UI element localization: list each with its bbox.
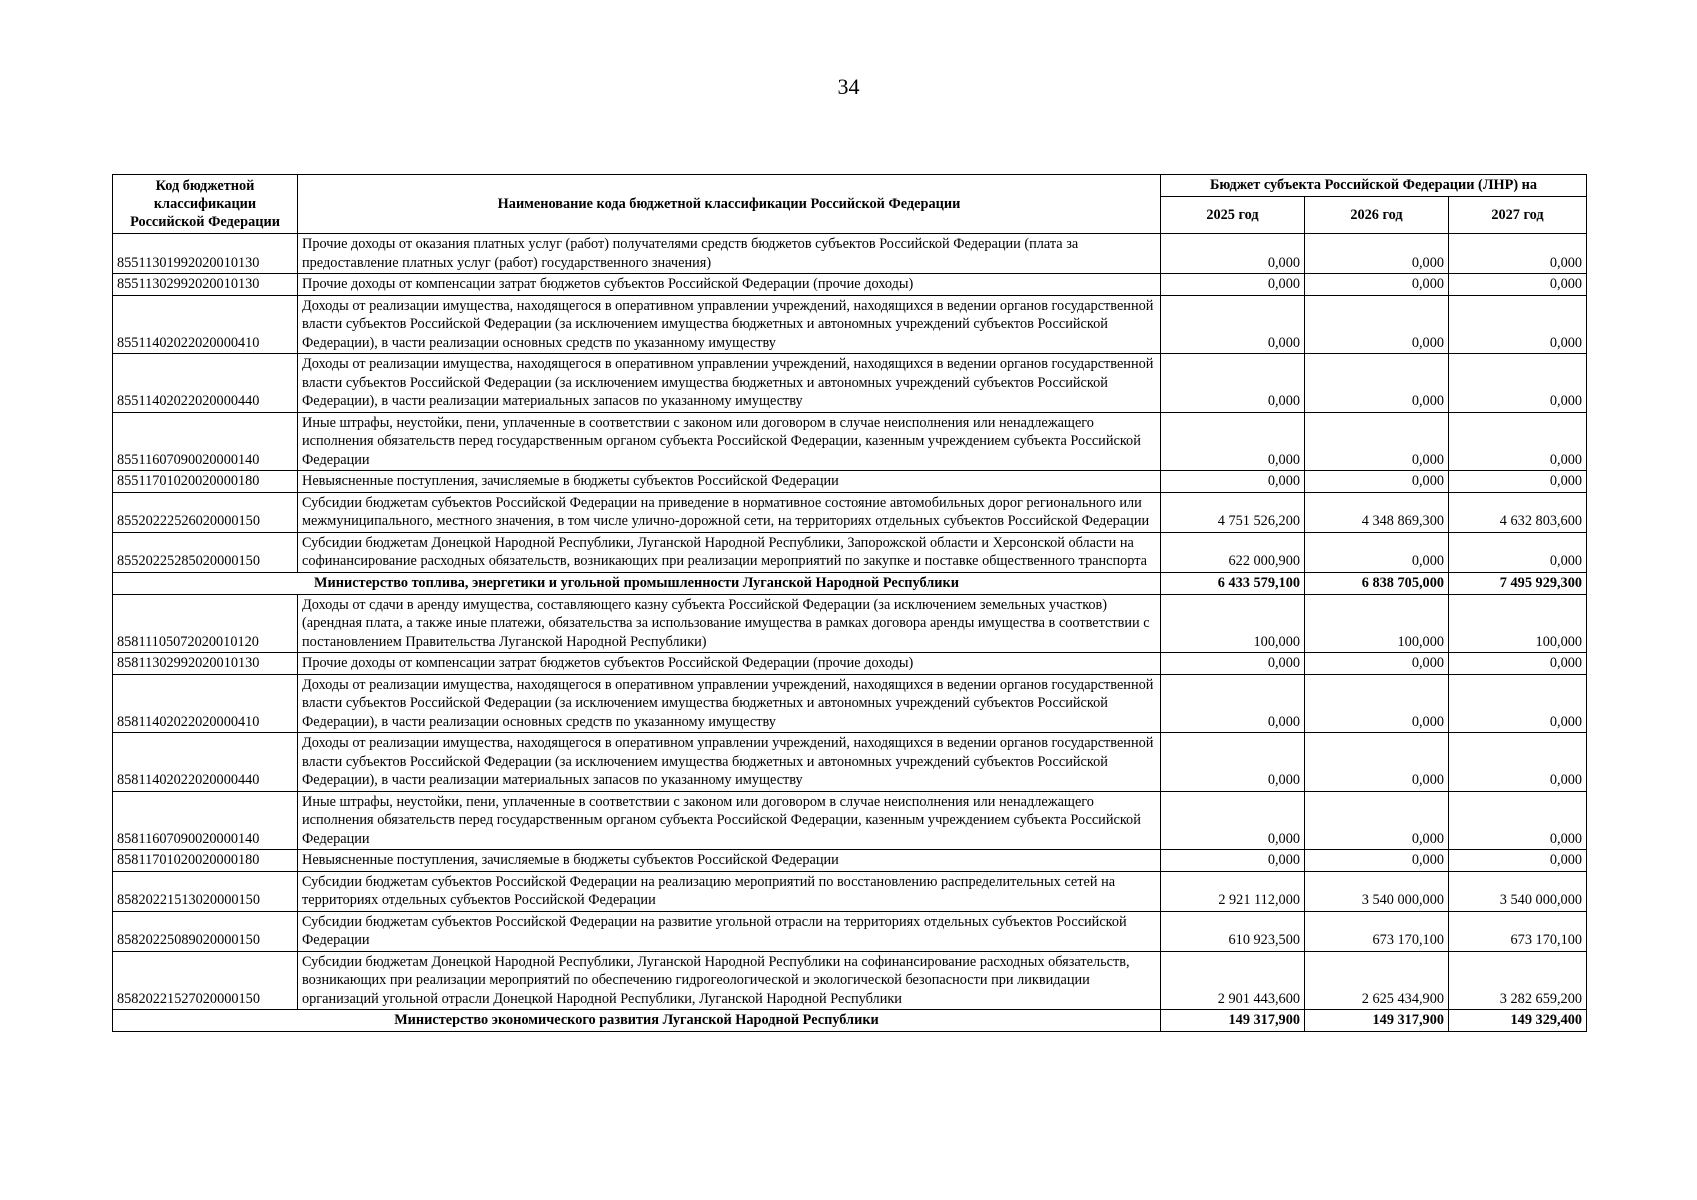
table-row bbox=[113, 492, 1587, 532]
cell-2027: 4 632 803,600 bbox=[1449, 492, 1587, 532]
cell-2027: 0,000 bbox=[1449, 653, 1587, 675]
cell-2025: 622 000,900 bbox=[1161, 532, 1305, 572]
cell-2026: 0,000 bbox=[1305, 354, 1449, 413]
cell-2027: 0,000 bbox=[1449, 733, 1587, 792]
total-2025: 6 433 579,100 bbox=[1161, 572, 1305, 594]
table-row bbox=[113, 850, 1587, 872]
header-name: Наименование кода бюджетной классификации Российской Федерации bbox=[298, 175, 1161, 234]
table-row bbox=[113, 951, 1587, 1010]
cell-2027: 0,000 bbox=[1449, 532, 1587, 572]
table-row bbox=[113, 412, 1587, 471]
cell-name: Прочие доходы от компенсации затрат бюджетов субъектов Российской Федерации (прочие доходы) bbox=[298, 653, 1161, 675]
cell-2027: 3 282 659,200 bbox=[1449, 951, 1587, 1010]
cell-2025: 2 921 112,000 bbox=[1161, 871, 1305, 911]
cell-2027: 0,000 bbox=[1449, 674, 1587, 733]
cell-name: Субсидии бюджетам субъектов Российской Федерации на приведение в нормативное состояние автомобильных дорог регионального или межмуниципального, местного значения, в том числе улично-дорожной сети, на территориях отдельных субъектов Российской Федерации bbox=[298, 492, 1161, 532]
table-row bbox=[113, 733, 1587, 792]
cell-code: 85811402022020000410 bbox=[113, 674, 298, 733]
table-row bbox=[113, 354, 1587, 413]
header-budget: Бюджет субъекта Российской Федерации (ЛНР) на bbox=[1161, 175, 1587, 197]
cell-2025: 0,000 bbox=[1161, 674, 1305, 733]
budget-table bbox=[112, 174, 1587, 1032]
table-row bbox=[113, 911, 1587, 951]
page-number: 34 bbox=[837, 74, 860, 99]
cell-2026: 0,000 bbox=[1305, 653, 1449, 675]
cell-name: Субсидии бюджетам Донецкой Народной Республики, Луганской Народной Республики, Запорожской области и Херсонской области на софинансирование расходных обязательств, возникающих при реализации мероприятий по закупке и поставке общественного транспорта bbox=[298, 532, 1161, 572]
cell-2025: 0,000 bbox=[1161, 234, 1305, 274]
cell-name: Субсидии бюджетам Донецкой Народной Республики, Луганской Народной Республики на софинансирование расходных обязательств, возникающих при реализации мероприятий по обеспечению гидрогеологической и экологической безопасности при ликвидации организаций угольной отрасли Донецкой Народной Республики, Луганской Народной Республики bbox=[298, 951, 1161, 1010]
cell-2025: 610 923,500 bbox=[1161, 911, 1305, 951]
header-year-2027: 2027 год bbox=[1449, 197, 1587, 234]
cell-code: 85511302992020010130 bbox=[113, 274, 298, 296]
cell-2026: 0,000 bbox=[1305, 791, 1449, 850]
cell-code: 85811302992020010130 bbox=[113, 653, 298, 675]
cell-2027: 0,000 bbox=[1449, 850, 1587, 872]
table-header bbox=[113, 175, 1587, 234]
table-row bbox=[113, 532, 1587, 572]
header-year-2026: 2026 год bbox=[1305, 197, 1449, 234]
cell-code: 85820221527020000150 bbox=[113, 951, 298, 1010]
cell-code: 85811701020020000180 bbox=[113, 850, 298, 872]
total-2027: 7 495 929,300 bbox=[1449, 572, 1587, 594]
cell-name: Доходы от реализации имущества, находящегося в оперативном управлении учреждений, находящихся в ведении органов государственной власти субъектов Российской Федерации (за исключением имущества бюджетных и автономных учреждений субъектов Российской Федерации), в части реализации основных средств по указанному имуществу bbox=[298, 674, 1161, 733]
cell-2026: 0,000 bbox=[1305, 295, 1449, 354]
cell-name: Невыясненные поступления, зачисляемые в бюджеты субъектов Российской Федерации bbox=[298, 850, 1161, 872]
cell-2026: 0,000 bbox=[1305, 532, 1449, 572]
cell-code: 85511607090020000140 bbox=[113, 412, 298, 471]
cell-name: Доходы от реализации имущества, находящегося в оперативном управлении учреждений, находящихся в ведении органов государственной власти субъектов Российской Федерации (за исключением имущества бюджетных и автономных учреждений субъектов Российской Федерации), в части реализации материальных запасов по указанному имуществу bbox=[298, 733, 1161, 792]
cell-code: 85511402022020000410 bbox=[113, 295, 298, 354]
cell-name: Субсидии бюджетам субъектов Российской Федерации на развитие угольной отрасли на территориях отдельных субъектов Российской Федерации bbox=[298, 911, 1161, 951]
cell-2025: 4 751 526,200 bbox=[1161, 492, 1305, 532]
cell-code: 85820225089020000150 bbox=[113, 911, 298, 951]
cell-2025: 2 901 443,600 bbox=[1161, 951, 1305, 1010]
table-row bbox=[113, 274, 1587, 296]
cell-name: Доходы от реализации имущества, находящегося в оперативном управлении учреждений, находящихся в ведении органов государственной власти субъектов Российской Федерации (за исключением имущества бюджетных и автономных учреждений субъектов Российской Федерации), в части реализации материальных запасов по указанному имуществу bbox=[298, 354, 1161, 413]
cell-2026: 0,000 bbox=[1305, 234, 1449, 274]
cell-2026: 3 540 000,000 bbox=[1305, 871, 1449, 911]
cell-2026: 0,000 bbox=[1305, 274, 1449, 296]
cell-2025: 0,000 bbox=[1161, 412, 1305, 471]
cell-2025: 100,000 bbox=[1161, 594, 1305, 653]
total-2026: 149 317,900 bbox=[1305, 1010, 1449, 1032]
table-row bbox=[113, 295, 1587, 354]
total-2026: 6 838 705,000 bbox=[1305, 572, 1449, 594]
cell-2027: 0,000 bbox=[1449, 295, 1587, 354]
cell-code: 85511301992020010130 bbox=[113, 234, 298, 274]
cell-name: Иные штрафы, неустойки, пени, уплаченные в соответствии с законом или договором в случае неисполнения или ненадлежащего исполнения обязательств перед государственным органом субъекта Российской Федерации, казенным учреждением субъекта Российской Федерации bbox=[298, 791, 1161, 850]
ministry-title: Министерство топлива, энергетики и угольной промышленности Луганской Народной Республики bbox=[113, 572, 1161, 594]
cell-2025: 0,000 bbox=[1161, 850, 1305, 872]
cell-2027: 0,000 bbox=[1449, 234, 1587, 274]
cell-2027: 673 170,100 bbox=[1449, 911, 1587, 951]
ministry-total-row bbox=[113, 572, 1587, 594]
cell-2025: 0,000 bbox=[1161, 471, 1305, 493]
cell-2026: 0,000 bbox=[1305, 412, 1449, 471]
cell-code: 85820221513020000150 bbox=[113, 871, 298, 911]
cell-code: 85520222526020000150 bbox=[113, 492, 298, 532]
cell-2025: 0,000 bbox=[1161, 274, 1305, 296]
cell-2027: 0,000 bbox=[1449, 354, 1587, 413]
ministry-total-row bbox=[113, 1010, 1587, 1032]
cell-code: 85811105072020010120 bbox=[113, 594, 298, 653]
cell-name: Прочие доходы от компенсации затрат бюджетов субъектов Российской Федерации (прочие доходы) bbox=[298, 274, 1161, 296]
ministry-title: Министерство экономического развития Луганской Народной Республики bbox=[113, 1010, 1161, 1032]
cell-2027: 0,000 bbox=[1449, 471, 1587, 493]
cell-2026: 0,000 bbox=[1305, 471, 1449, 493]
cell-2026: 0,000 bbox=[1305, 674, 1449, 733]
cell-name: Доходы от сдачи в аренду имущества, составляющего казну субъекта Российской Федерации (за исключением земельных участков) (арендная плата, а также иные платежи, обязательства за использование имущества в рамках договора аренды имущества в соответствии с постановлением Правительства Луганской Народной Республики) bbox=[298, 594, 1161, 653]
cell-2026: 0,000 bbox=[1305, 733, 1449, 792]
cell-2025: 0,000 bbox=[1161, 354, 1305, 413]
cell-code: 85811402022020000440 bbox=[113, 733, 298, 792]
table-row bbox=[113, 471, 1587, 493]
table-row bbox=[113, 653, 1587, 675]
table-row bbox=[113, 871, 1587, 911]
cell-code: 85520225285020000150 bbox=[113, 532, 298, 572]
cell-2025: 0,000 bbox=[1161, 653, 1305, 675]
table-body bbox=[113, 234, 1587, 1032]
cell-name: Иные штрафы, неустойки, пени, уплаченные в соответствии с законом или договором в случае неисполнения или ненадлежащего исполнения обязательств перед государственным органом субъекта Российской Федерации, казенным учреждением субъекта Российской Федерации bbox=[298, 412, 1161, 471]
cell-2026: 2 625 434,900 bbox=[1305, 951, 1449, 1010]
header-code: Код бюджетной классификации Российской Федерации bbox=[113, 175, 298, 234]
header-year-2025: 2025 год bbox=[1161, 197, 1305, 234]
cell-2026: 4 348 869,300 bbox=[1305, 492, 1449, 532]
cell-name: Прочие доходы от оказания платных услуг (работ) получателями средств бюджетов субъектов Российской Федерации (плата за предоставление платных услуг (работ) государственного значения) bbox=[298, 234, 1161, 274]
cell-2026: 100,000 bbox=[1305, 594, 1449, 653]
cell-2025: 0,000 bbox=[1161, 295, 1305, 354]
cell-code: 85511402022020000440 bbox=[113, 354, 298, 413]
cell-2026: 0,000 bbox=[1305, 850, 1449, 872]
cell-2027: 0,000 bbox=[1449, 791, 1587, 850]
table-row bbox=[113, 234, 1587, 274]
cell-name: Субсидии бюджетам субъектов Российской Федерации на реализацию мероприятий по восстановлению распределительных сетей на территориях отдельных субъектов Российской Федерации bbox=[298, 871, 1161, 911]
cell-2027: 0,000 bbox=[1449, 412, 1587, 471]
total-2027: 149 329,400 bbox=[1449, 1010, 1587, 1032]
cell-code: 85811607090020000140 bbox=[113, 791, 298, 850]
cell-2025: 0,000 bbox=[1161, 733, 1305, 792]
cell-2027: 3 540 000,000 bbox=[1449, 871, 1587, 911]
cell-2027: 0,000 bbox=[1449, 274, 1587, 296]
cell-2026: 673 170,100 bbox=[1305, 911, 1449, 951]
cell-2025: 0,000 bbox=[1161, 791, 1305, 850]
table-row bbox=[113, 791, 1587, 850]
cell-code: 85511701020020000180 bbox=[113, 471, 298, 493]
table-row bbox=[113, 594, 1587, 653]
cell-name: Невыясненные поступления, зачисляемые в бюджеты субъектов Российской Федерации bbox=[298, 471, 1161, 493]
table-row bbox=[113, 674, 1587, 733]
cell-name: Доходы от реализации имущества, находящегося в оперативном управлении учреждений, находящихся в ведении органов государственной власти субъектов Российской Федерации (за исключением имущества бюджетных и автономных учреждений субъектов Российской Федерации), в части реализации основных средств по указанному имуществу bbox=[298, 295, 1161, 354]
cell-2027: 100,000 bbox=[1449, 594, 1587, 653]
total-2025: 149 317,900 bbox=[1161, 1010, 1305, 1032]
